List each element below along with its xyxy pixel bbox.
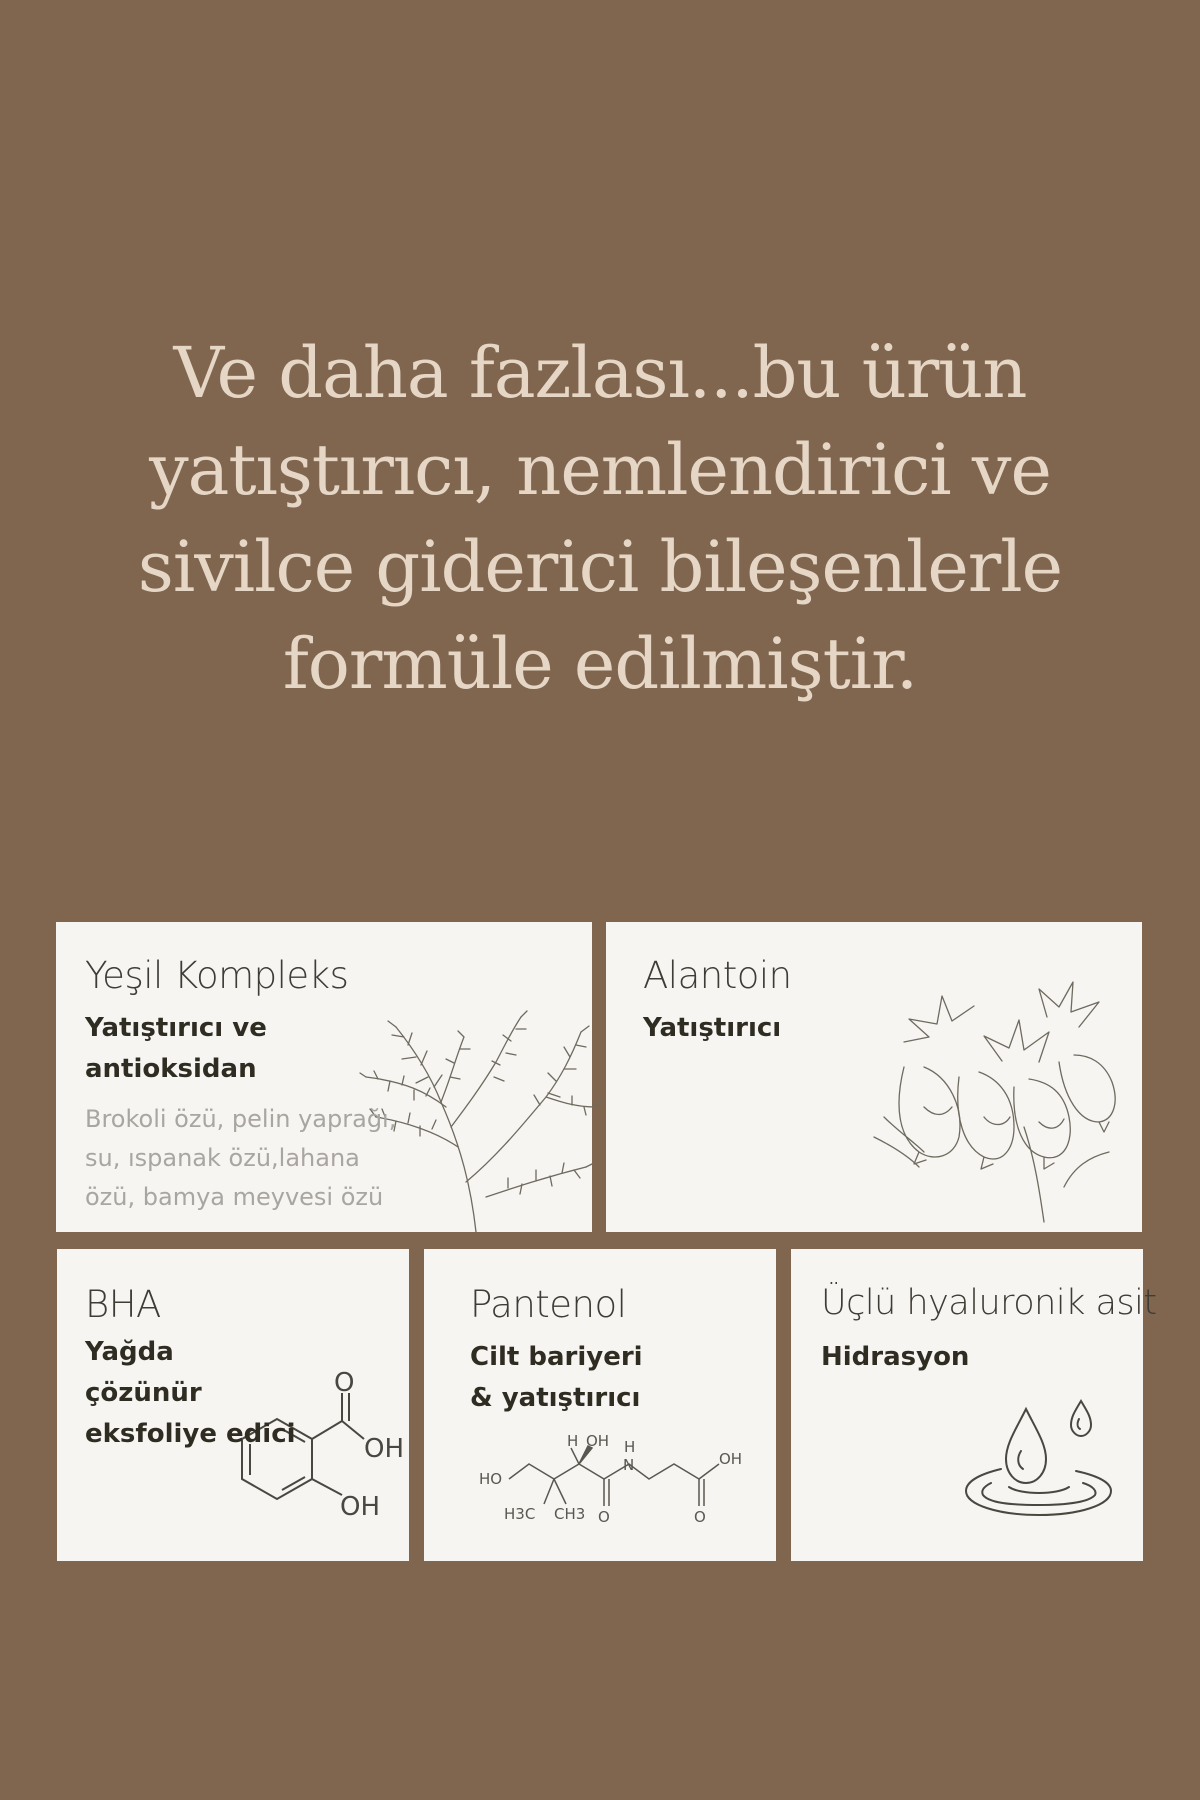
formula-label: OH <box>586 1432 610 1450</box>
ingredient-name: BHA <box>85 1283 161 1326</box>
ingredient-card-green-complex <box>56 922 592 1232</box>
formula-label: H <box>567 1432 579 1450</box>
water-drop-icon <box>961 1399 1121 1519</box>
ingredient-benefit: Yatıştırıcı ve antioksidan <box>85 1013 267 1084</box>
headline-line: formüle edilmiştir. <box>282 623 918 705</box>
headline-line: sivilce giderici bileşenlerle <box>137 526 1063 608</box>
formula-label: O <box>694 1508 706 1526</box>
panthenol-structure-icon <box>474 1434 764 1534</box>
flower-illustration-icon <box>864 967 1124 1227</box>
formula-label: H3C <box>504 1505 536 1523</box>
ingredient-card-hyaluronic-acid <box>791 1249 1157 1561</box>
formula-label: CH3 <box>554 1505 586 1523</box>
ingredient-benefit: Cilt bariyeri & yatıştırıcı <box>470 1342 643 1413</box>
formula-label: HO <box>479 1470 503 1488</box>
formula-label: H <box>624 1438 636 1456</box>
ingredient-card-bha <box>57 1249 409 1561</box>
ingredient-benefit: Yatıştırıcı <box>643 1013 782 1043</box>
headline-line: Ve daha fazlası...bu ürün <box>173 332 1027 414</box>
headline <box>100 325 1100 713</box>
ingredient-benefit: Yağda çözünür eksfoliye edici <box>85 1337 296 1449</box>
ingredient-description: Brokoli özü, pelin yaprağı, su, ıspanak özü,lahana özü, bamya meyvesi özü <box>85 1105 397 1211</box>
formula-label: OH <box>364 1434 405 1464</box>
formula-label: OH <box>340 1492 381 1522</box>
ingredient-benefit: Hidrasyon <box>821 1342 970 1372</box>
headline-line: yatıştırıcı, nemlendirici ve <box>149 429 1051 511</box>
ingredient-card-allantoin <box>606 922 1142 1232</box>
ingredient-name: Pantenol <box>470 1283 627 1326</box>
ingredient-name: Alantoin <box>643 954 792 997</box>
ingredient-name: Üçlü hyaluronik asit <box>821 1283 1157 1323</box>
formula-label: O <box>598 1508 610 1526</box>
formula-label: OH <box>719 1450 743 1468</box>
formula-label: N <box>623 1456 635 1474</box>
ingredient-name: Yeşil Kompleks <box>85 954 349 997</box>
ingredient-card-panthenol <box>424 1249 776 1561</box>
formula-label: O <box>334 1368 355 1398</box>
